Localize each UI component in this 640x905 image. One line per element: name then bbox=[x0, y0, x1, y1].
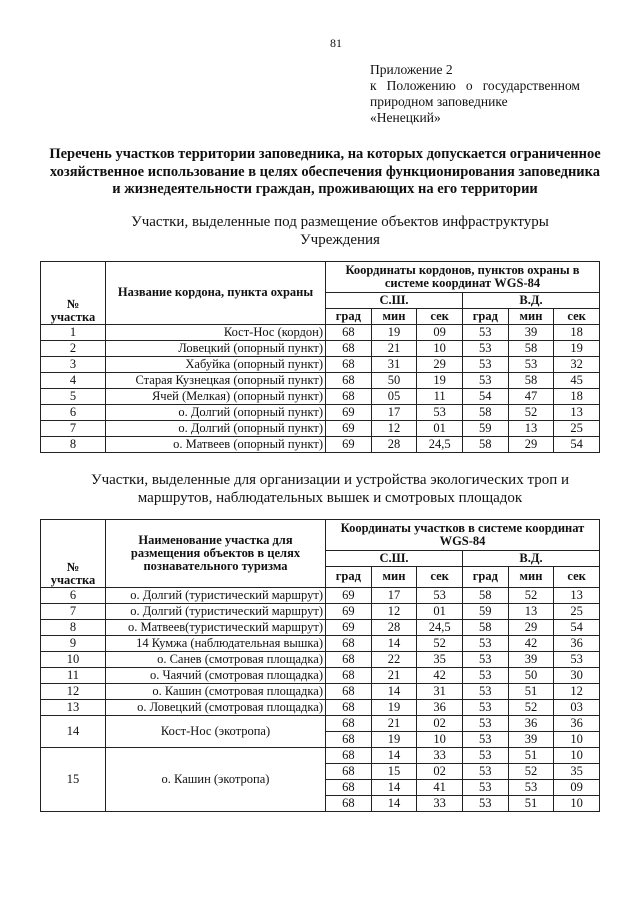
cell-lat-min: 22 bbox=[371, 651, 417, 667]
cell-lat-min: 21 bbox=[371, 340, 417, 356]
appendix-line3: природном заповеднике «Ненецкий» bbox=[370, 94, 508, 125]
cell-lon-sec: 35 bbox=[554, 763, 600, 779]
cell-lon-deg: 58 bbox=[462, 436, 508, 452]
cell-num: 1 bbox=[41, 324, 106, 340]
cell-lon-sec: 45 bbox=[554, 372, 600, 388]
cell-lon-sec: 36 bbox=[554, 635, 600, 651]
cell-name: о. Кашин (экотропа) bbox=[106, 747, 326, 811]
cell-lat-min: 14 bbox=[371, 779, 417, 795]
cell-lon-min: 52 bbox=[508, 763, 554, 779]
cell-lat-min: 12 bbox=[371, 420, 417, 436]
header-min: мин bbox=[508, 308, 554, 324]
cell-lon-deg: 53 bbox=[462, 651, 508, 667]
cell-lon-sec: 53 bbox=[554, 651, 600, 667]
cell-lat-min: 21 bbox=[371, 715, 417, 731]
cell-lat-sec: 01 bbox=[417, 420, 463, 436]
cell-num: 13 bbox=[41, 699, 106, 715]
cell-lon-deg: 53 bbox=[462, 763, 508, 779]
cell-num: 12 bbox=[41, 683, 106, 699]
cell-lon-sec: 36 bbox=[554, 715, 600, 731]
cell-lat-sec: 31 bbox=[417, 683, 463, 699]
cell-lat-deg: 68 bbox=[326, 763, 372, 779]
cell-lat-sec: 24,5 bbox=[417, 619, 463, 635]
cell-lat-min: 17 bbox=[371, 587, 417, 603]
cell-lon-min: 58 bbox=[508, 372, 554, 388]
cell-lat-min: 21 bbox=[371, 667, 417, 683]
infrastructure-table bbox=[40, 261, 600, 453]
table-row bbox=[41, 603, 600, 619]
cell-lon-min: 52 bbox=[508, 587, 554, 603]
cell-lon-sec: 25 bbox=[554, 420, 600, 436]
cell-lat-deg: 69 bbox=[326, 420, 372, 436]
cell-lat-sec: 01 bbox=[417, 603, 463, 619]
document-title: Перечень участков территории заповедника, на которых допускается ограниченное хозяйственное использование в целях обеспечения функционирования заповедника и жизнедеятельности граждан, проживающих на его территории bbox=[49, 146, 601, 197]
cell-lat-deg: 68 bbox=[326, 651, 372, 667]
table-row bbox=[41, 635, 600, 651]
cell-lon-deg: 53 bbox=[462, 699, 508, 715]
cell-lon-sec: 10 bbox=[554, 731, 600, 747]
cell-lat-deg: 68 bbox=[326, 715, 372, 731]
table-row bbox=[41, 587, 600, 603]
cell-num: 11 bbox=[41, 667, 106, 683]
appendix-reference bbox=[370, 62, 580, 126]
header-lon: В.Д. bbox=[462, 550, 599, 566]
header-num: № участка bbox=[41, 519, 106, 587]
cell-num: 15 bbox=[41, 747, 106, 811]
cell-lon-deg: 59 bbox=[462, 420, 508, 436]
cell-lon-min: 36 bbox=[508, 715, 554, 731]
cell-num: 10 bbox=[41, 651, 106, 667]
cell-lon-deg: 53 bbox=[462, 683, 508, 699]
cell-lat-deg: 68 bbox=[326, 683, 372, 699]
cell-lat-deg: 68 bbox=[326, 372, 372, 388]
cell-lat-min: 19 bbox=[371, 699, 417, 715]
cell-num: 7 bbox=[41, 603, 106, 619]
cell-lat-min: 28 bbox=[371, 436, 417, 452]
table-row bbox=[41, 715, 600, 731]
header-lat: С.Ш. bbox=[326, 550, 463, 566]
cell-lon-min: 53 bbox=[508, 779, 554, 795]
cell-lat-min: 28 bbox=[371, 619, 417, 635]
cell-lat-deg: 69 bbox=[326, 587, 372, 603]
cell-num: 6 bbox=[41, 404, 106, 420]
cell-name: Старая Кузнецкая (опорный пункт) bbox=[106, 372, 326, 388]
table-row bbox=[41, 372, 600, 388]
cell-lat-sec: 33 bbox=[417, 747, 463, 763]
cell-lon-sec: 10 bbox=[554, 795, 600, 811]
cell-lat-min: 19 bbox=[371, 731, 417, 747]
cell-lon-deg: 58 bbox=[462, 619, 508, 635]
cell-lon-deg: 53 bbox=[462, 747, 508, 763]
cell-name: Кост-Нос (экотропа) bbox=[106, 715, 326, 747]
cell-lon-sec: 18 bbox=[554, 324, 600, 340]
table-row bbox=[41, 340, 600, 356]
cell-lon-sec: 30 bbox=[554, 667, 600, 683]
table-row bbox=[41, 619, 600, 635]
cell-lat-sec: 36 bbox=[417, 699, 463, 715]
table-row bbox=[41, 420, 600, 436]
section2-heading: Участки, выделенные для организации и устройства экологических троп и маршрутов, наблюдательных вышек и смотровых площадок bbox=[90, 471, 569, 506]
cell-name: Ячей (Мелкая) (опорный пункт) bbox=[106, 388, 326, 404]
cell-lon-min: 13 bbox=[508, 420, 554, 436]
cell-lat-sec: 41 bbox=[417, 779, 463, 795]
cell-lat-deg: 68 bbox=[326, 324, 372, 340]
cell-name: о. Ловецкий (смотровая площадка) bbox=[106, 699, 326, 715]
cell-lon-sec: 12 bbox=[554, 683, 600, 699]
table-row bbox=[41, 324, 600, 340]
cell-lat-min: 14 bbox=[371, 747, 417, 763]
header-deg: град bbox=[326, 308, 372, 324]
header-deg: град bbox=[326, 566, 372, 587]
header-num: № участка bbox=[41, 261, 106, 324]
cell-lon-min: 47 bbox=[508, 388, 554, 404]
cell-lon-sec: 54 bbox=[554, 436, 600, 452]
page-number: 81 bbox=[330, 36, 342, 50]
cell-lat-deg: 68 bbox=[326, 356, 372, 372]
cell-lat-min: 14 bbox=[371, 683, 417, 699]
cell-lat-sec: 11 bbox=[417, 388, 463, 404]
cell-name: о. Долгий (туристический маршрут) bbox=[106, 603, 326, 619]
cell-lon-sec: 25 bbox=[554, 603, 600, 619]
table-row bbox=[41, 388, 600, 404]
header-coords: Координаты кордонов, пунктов охраны в системе координат WGS-84 bbox=[326, 261, 600, 292]
cell-lat-sec: 02 bbox=[417, 715, 463, 731]
cell-lon-deg: 53 bbox=[462, 779, 508, 795]
cell-name: о. Чаячий (смотровая площадка) bbox=[106, 667, 326, 683]
cell-lat-min: 17 bbox=[371, 404, 417, 420]
cell-lon-deg: 53 bbox=[462, 340, 508, 356]
word: к bbox=[370, 78, 377, 93]
cell-lat-min: 19 bbox=[371, 324, 417, 340]
header-sec: сек bbox=[417, 566, 463, 587]
word: о bbox=[465, 78, 473, 93]
cell-lat-sec: 42 bbox=[417, 667, 463, 683]
cell-lat-min: 50 bbox=[371, 372, 417, 388]
cell-lat-deg: 68 bbox=[326, 779, 372, 795]
cell-num: 7 bbox=[41, 420, 106, 436]
cell-lat-min: 31 bbox=[371, 356, 417, 372]
cell-lon-min: 39 bbox=[508, 324, 554, 340]
tourism-sites-table bbox=[40, 519, 600, 812]
cell-lon-sec: 18 bbox=[554, 388, 600, 404]
cell-lat-sec: 52 bbox=[417, 635, 463, 651]
header-name: Название кордона, пункта охраны bbox=[106, 261, 326, 324]
cell-num: 14 bbox=[41, 715, 106, 747]
cell-lon-deg: 53 bbox=[462, 356, 508, 372]
appendix-line1: Приложение 2 bbox=[370, 62, 453, 77]
cell-lat-sec: 24,5 bbox=[417, 436, 463, 452]
section1-heading: Участки, выделенные под размещение объектов инфраструктуры Учреждения bbox=[131, 213, 549, 248]
cell-lon-min: 52 bbox=[508, 404, 554, 420]
cell-num: 9 bbox=[41, 635, 106, 651]
cell-lon-min: 29 bbox=[508, 619, 554, 635]
cell-lat-sec: 10 bbox=[417, 731, 463, 747]
cell-name: Ловецкий (опорный пункт) bbox=[106, 340, 326, 356]
cell-name: о. Санев (смотровая площадка) bbox=[106, 651, 326, 667]
header-sec: сек bbox=[417, 308, 463, 324]
cell-lon-deg: 54 bbox=[462, 388, 508, 404]
cell-lat-deg: 68 bbox=[326, 795, 372, 811]
cell-lat-deg: 69 bbox=[326, 619, 372, 635]
cell-lon-sec: 19 bbox=[554, 340, 600, 356]
cell-lon-sec: 13 bbox=[554, 404, 600, 420]
table-row bbox=[41, 747, 600, 763]
cell-lat-deg: 68 bbox=[326, 635, 372, 651]
cell-lat-sec: 10 bbox=[417, 340, 463, 356]
cell-lon-sec: 03 bbox=[554, 699, 600, 715]
cell-lon-deg: 53 bbox=[462, 667, 508, 683]
cell-lon-deg: 53 bbox=[462, 372, 508, 388]
table-row bbox=[41, 667, 600, 683]
header-sec: сек bbox=[554, 566, 600, 587]
cell-lat-min: 14 bbox=[371, 635, 417, 651]
cell-lon-min: 53 bbox=[508, 356, 554, 372]
table-row bbox=[41, 436, 600, 452]
cell-lat-deg: 69 bbox=[326, 436, 372, 452]
cell-lon-sec: 10 bbox=[554, 747, 600, 763]
cell-lon-min: 51 bbox=[508, 795, 554, 811]
cell-lat-sec: 33 bbox=[417, 795, 463, 811]
cell-lat-deg: 68 bbox=[326, 667, 372, 683]
header-min: мин bbox=[371, 308, 417, 324]
cell-name: о. Долгий (опорный пункт) bbox=[106, 420, 326, 436]
cell-lon-sec: 13 bbox=[554, 587, 600, 603]
cell-lon-sec: 09 bbox=[554, 779, 600, 795]
cell-lon-min: 39 bbox=[508, 651, 554, 667]
header-sec: сек bbox=[554, 308, 600, 324]
header-deg: град bbox=[462, 566, 508, 587]
cell-name: 14 Кумжа (наблюдательная вышка) bbox=[106, 635, 326, 651]
cell-lon-min: 50 bbox=[508, 667, 554, 683]
cell-lon-deg: 59 bbox=[462, 603, 508, 619]
cell-lon-min: 39 bbox=[508, 731, 554, 747]
table-row bbox=[41, 356, 600, 372]
table-row bbox=[41, 651, 600, 667]
cell-lat-min: 12 bbox=[371, 603, 417, 619]
cell-lat-deg: 68 bbox=[326, 747, 372, 763]
cell-lat-sec: 19 bbox=[417, 372, 463, 388]
word: государственном bbox=[482, 78, 580, 93]
cell-lat-sec: 02 bbox=[417, 763, 463, 779]
cell-num: 2 bbox=[41, 340, 106, 356]
cell-lon-min: 13 bbox=[508, 603, 554, 619]
cell-lat-sec: 35 bbox=[417, 651, 463, 667]
header-min: мин bbox=[508, 566, 554, 587]
cell-name: о. Матвеев(туристический маршрут) bbox=[106, 619, 326, 635]
cell-lon-sec: 54 bbox=[554, 619, 600, 635]
cell-lat-deg: 68 bbox=[326, 388, 372, 404]
cell-name: о. Долгий (опорный пункт) bbox=[106, 404, 326, 420]
cell-lat-sec: 53 bbox=[417, 587, 463, 603]
cell-name: о. Долгий (туристический маршрут) bbox=[106, 587, 326, 603]
cell-lat-min: 14 bbox=[371, 795, 417, 811]
table-row bbox=[41, 404, 600, 420]
cell-lon-deg: 53 bbox=[462, 795, 508, 811]
table-row bbox=[41, 699, 600, 715]
cell-num: 6 bbox=[41, 587, 106, 603]
header-lat: С.Ш. bbox=[326, 292, 463, 308]
cell-lat-deg: 68 bbox=[326, 731, 372, 747]
cell-lat-deg: 69 bbox=[326, 404, 372, 420]
cell-lon-deg: 53 bbox=[462, 715, 508, 731]
header-coords: Координаты участков в системе координат WGS-84 bbox=[326, 519, 600, 550]
cell-num: 8 bbox=[41, 619, 106, 635]
cell-name: о. Матвеев (опорный пункт) bbox=[106, 436, 326, 452]
cell-lat-deg: 68 bbox=[326, 699, 372, 715]
table-row bbox=[41, 683, 600, 699]
cell-num: 5 bbox=[41, 388, 106, 404]
cell-lat-deg: 68 bbox=[326, 340, 372, 356]
cell-num: 4 bbox=[41, 372, 106, 388]
cell-num: 3 bbox=[41, 356, 106, 372]
cell-lon-min: 42 bbox=[508, 635, 554, 651]
cell-lat-min: 15 bbox=[371, 763, 417, 779]
header-name: Наименование участка для размещения объектов в целях познавательного туризма bbox=[106, 519, 326, 587]
cell-name: о. Кашин (смотровая площадка) bbox=[106, 683, 326, 699]
cell-lon-min: 52 bbox=[508, 699, 554, 715]
cell-lat-sec: 29 bbox=[417, 356, 463, 372]
cell-lon-deg: 53 bbox=[462, 731, 508, 747]
cell-lon-deg: 53 bbox=[462, 635, 508, 651]
cell-lat-sec: 09 bbox=[417, 324, 463, 340]
cell-lon-deg: 53 bbox=[462, 324, 508, 340]
cell-name: Кост-Нос (кордон) bbox=[106, 324, 326, 340]
cell-lon-min: 29 bbox=[508, 436, 554, 452]
header-deg: град bbox=[462, 308, 508, 324]
cell-num: 8 bbox=[41, 436, 106, 452]
cell-lat-deg: 69 bbox=[326, 603, 372, 619]
cell-name: Хабуйка (опорный пункт) bbox=[106, 356, 326, 372]
cell-lon-sec: 32 bbox=[554, 356, 600, 372]
cell-lon-deg: 58 bbox=[462, 587, 508, 603]
cell-lat-sec: 53 bbox=[417, 404, 463, 420]
cell-lon-min: 51 bbox=[508, 747, 554, 763]
cell-lon-min: 58 bbox=[508, 340, 554, 356]
appendix-line2 bbox=[370, 78, 580, 94]
cell-lon-min: 51 bbox=[508, 683, 554, 699]
cell-lon-deg: 58 bbox=[462, 404, 508, 420]
header-lon: В.Д. bbox=[462, 292, 599, 308]
header-min: мин bbox=[371, 566, 417, 587]
word: Положению bbox=[386, 78, 456, 93]
cell-lat-min: 05 bbox=[371, 388, 417, 404]
